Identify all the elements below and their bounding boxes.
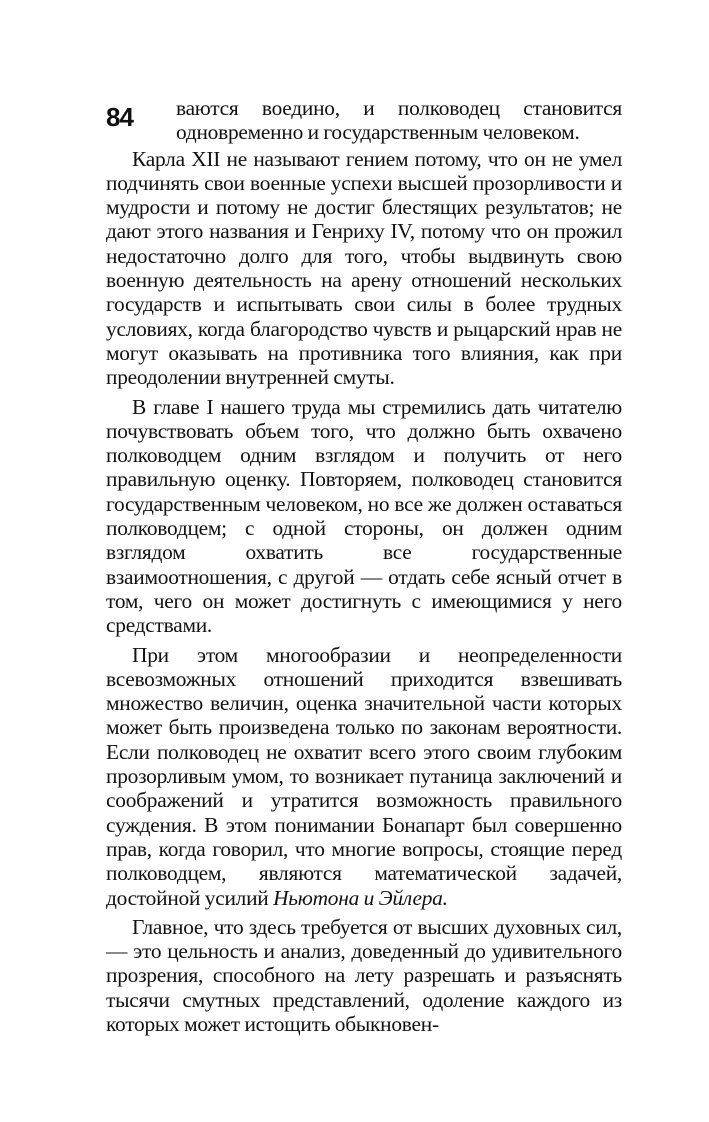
paragraph-4-italic-names: Ньютона и Эйлера. [273, 885, 448, 910]
page-number: 84 [106, 102, 133, 132]
paragraph-1: ваются воедино, и полководец становится одновременно и государственным человеком. [176, 96, 622, 145]
book-page [106, 96, 622, 1036]
paragraph-3: В главе I нашего труда мы стремились дать читателю почувствовать объем того, что должно быть охвачено полководцем одним взглядом и получить от него правильную оценку. Повторяем, полководец становится государственным человеком, но все же должен оставаться полководцем; с одной стороны, он должен одним взглядом охватить все государственные взаимоотношения, с другой — отдать себе ясный отчет в том, чего он может достигнуть с имеющимися у него средствами. [106, 394, 622, 638]
body-text [106, 96, 622, 1036]
paragraph-4-text: При этом многообразии и неопределенности всевозможных отношений приходится взвешивать множество величин, оценка значительной части которых может быть произведена только по законам вероятности. Если полководец не охватит всего этого своим глубоким прозорливым умом, то возникает путаница заключений и соображений и утратится возможность правильного суждения. В этом понимании Бонапарт был совершенно прав, когда говорил, что многие вопросы, стоящие перед полководцем, являются математической задачей, достойной усилий [106, 642, 622, 910]
paragraph-4 [106, 643, 622, 910]
paragraph-5: Главное, что здесь требуется от высших духовных сил, — это цельность и анализ, доведенный до удивительного прозрения, способного на лету разрешать и разъяснять тысячи смутных представлений, одоление каждого из которых может истощить обыкновен- [106, 914, 622, 1036]
paragraph-2: Карла XII не называют гением потому, что он не умел подчинять свои военные успехи высшей прозорливости и мудрости и потому не достиг блестящих результатов; не дают этого названия и Генриху IV, потому что он прожил недостаточно долго для того, чтобы выдвинуть свою военную деятельность на арену отношений нескольких государств и испытывать свои силы в более трудных условиях, когда благородство чувств и рыцарский нрав не могут оказывать на противника того влияния, как при преодолении внутренней смуты. [106, 146, 622, 390]
